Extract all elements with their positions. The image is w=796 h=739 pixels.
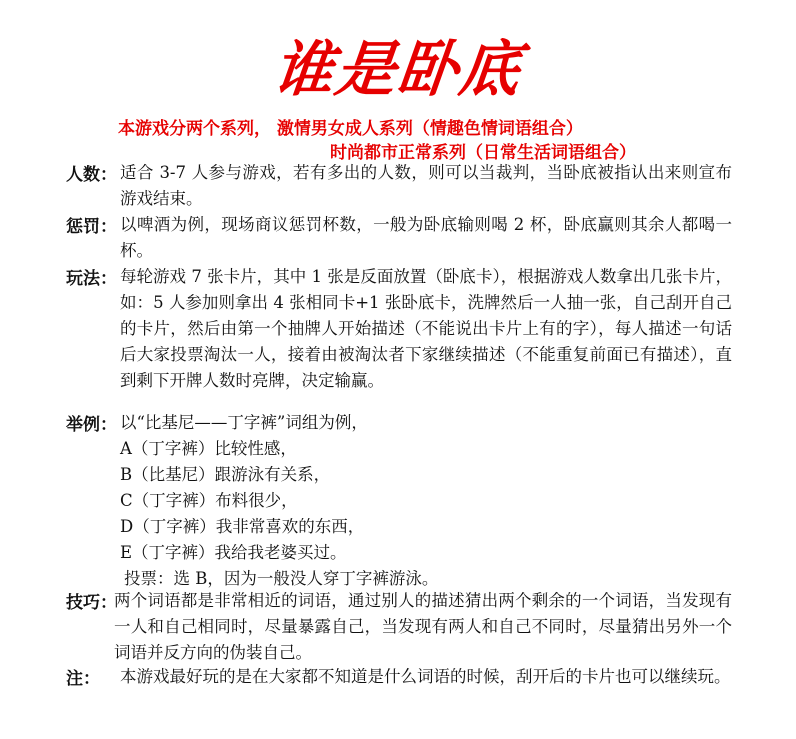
section-label: 人数： <box>66 165 117 185</box>
section-text: 两个词语都是非常相近的词语，通过别人的描述猜出两个剩余的一个词语，当发现有一人和自己相同时，尽量暴露自己，当发现有两人和自己不同时，尽量猜出另外一个词语并反方向的伪装自己。 <box>114 591 732 662</box>
example-item: A（丁字裤）比较性感， <box>120 439 297 458</box>
series-line-1: 本游戏分两个系列， 激情男女成人系列（情趣色情词语组合） <box>118 119 583 139</box>
section-label: 惩罚： <box>66 217 117 237</box>
example-intro: 以“比基尼——丁字裤”词组为例， <box>120 413 368 432</box>
section-label: 注： <box>66 669 100 689</box>
example-item: E（丁字裤）我给我老婆买过。 <box>120 543 347 562</box>
example-item: B（比基尼）跟游泳有关系， <box>120 465 331 484</box>
series-line-2: 时尚都市正常系列（日常生活词语组合） <box>330 143 636 163</box>
example-item: D（丁字裤）我非常喜欢的东西， <box>120 517 365 536</box>
section-label: 技巧： <box>66 593 117 613</box>
section-label: 玩法： <box>66 269 117 289</box>
section-text: 以啤酒为例，现场商议惩罚杯数，一般为卧底输则喝 2 杯，卧底赢则其余人都喝一杯。 <box>120 215 732 260</box>
example-item: C（丁字裤）布料很少， <box>120 491 298 510</box>
section-text: 本游戏最好玩的是在大家都不知道是什么词语的时候，刮开后的卡片也可以继续玩。 <box>120 667 731 686</box>
section-text: 每轮游戏 7 张卡片，其中 1 张是反面放置（卧底卡），根据游戏人数拿出几张卡片，如：5 人参加则拿出 4 张相同卡+1 张卧底卡，洗牌然后一人抽一张，自己刮开自己的卡片，然后由第一个抽牌人开始描述（不能说出卡片上有的字），每人描述一句话后大家投票淘汰一人，接着由被淘汰者下家继续描述（不能重复前面已有描述），直到剩下开牌人数时亮牌，决定输赢。 <box>120 267 732 390</box>
page-title: 谁是卧底 <box>269 35 526 105</box>
section-text: 适合 3-7 人参与游戏，若有多出的人数，则可以当裁判，当卧底被指认出来则宣布游戏结束。 <box>120 163 732 208</box>
section-label: 举例： <box>66 415 117 435</box>
example-vote: 投票：选 B，因为一般没人穿丁字裤游泳。 <box>124 569 439 588</box>
